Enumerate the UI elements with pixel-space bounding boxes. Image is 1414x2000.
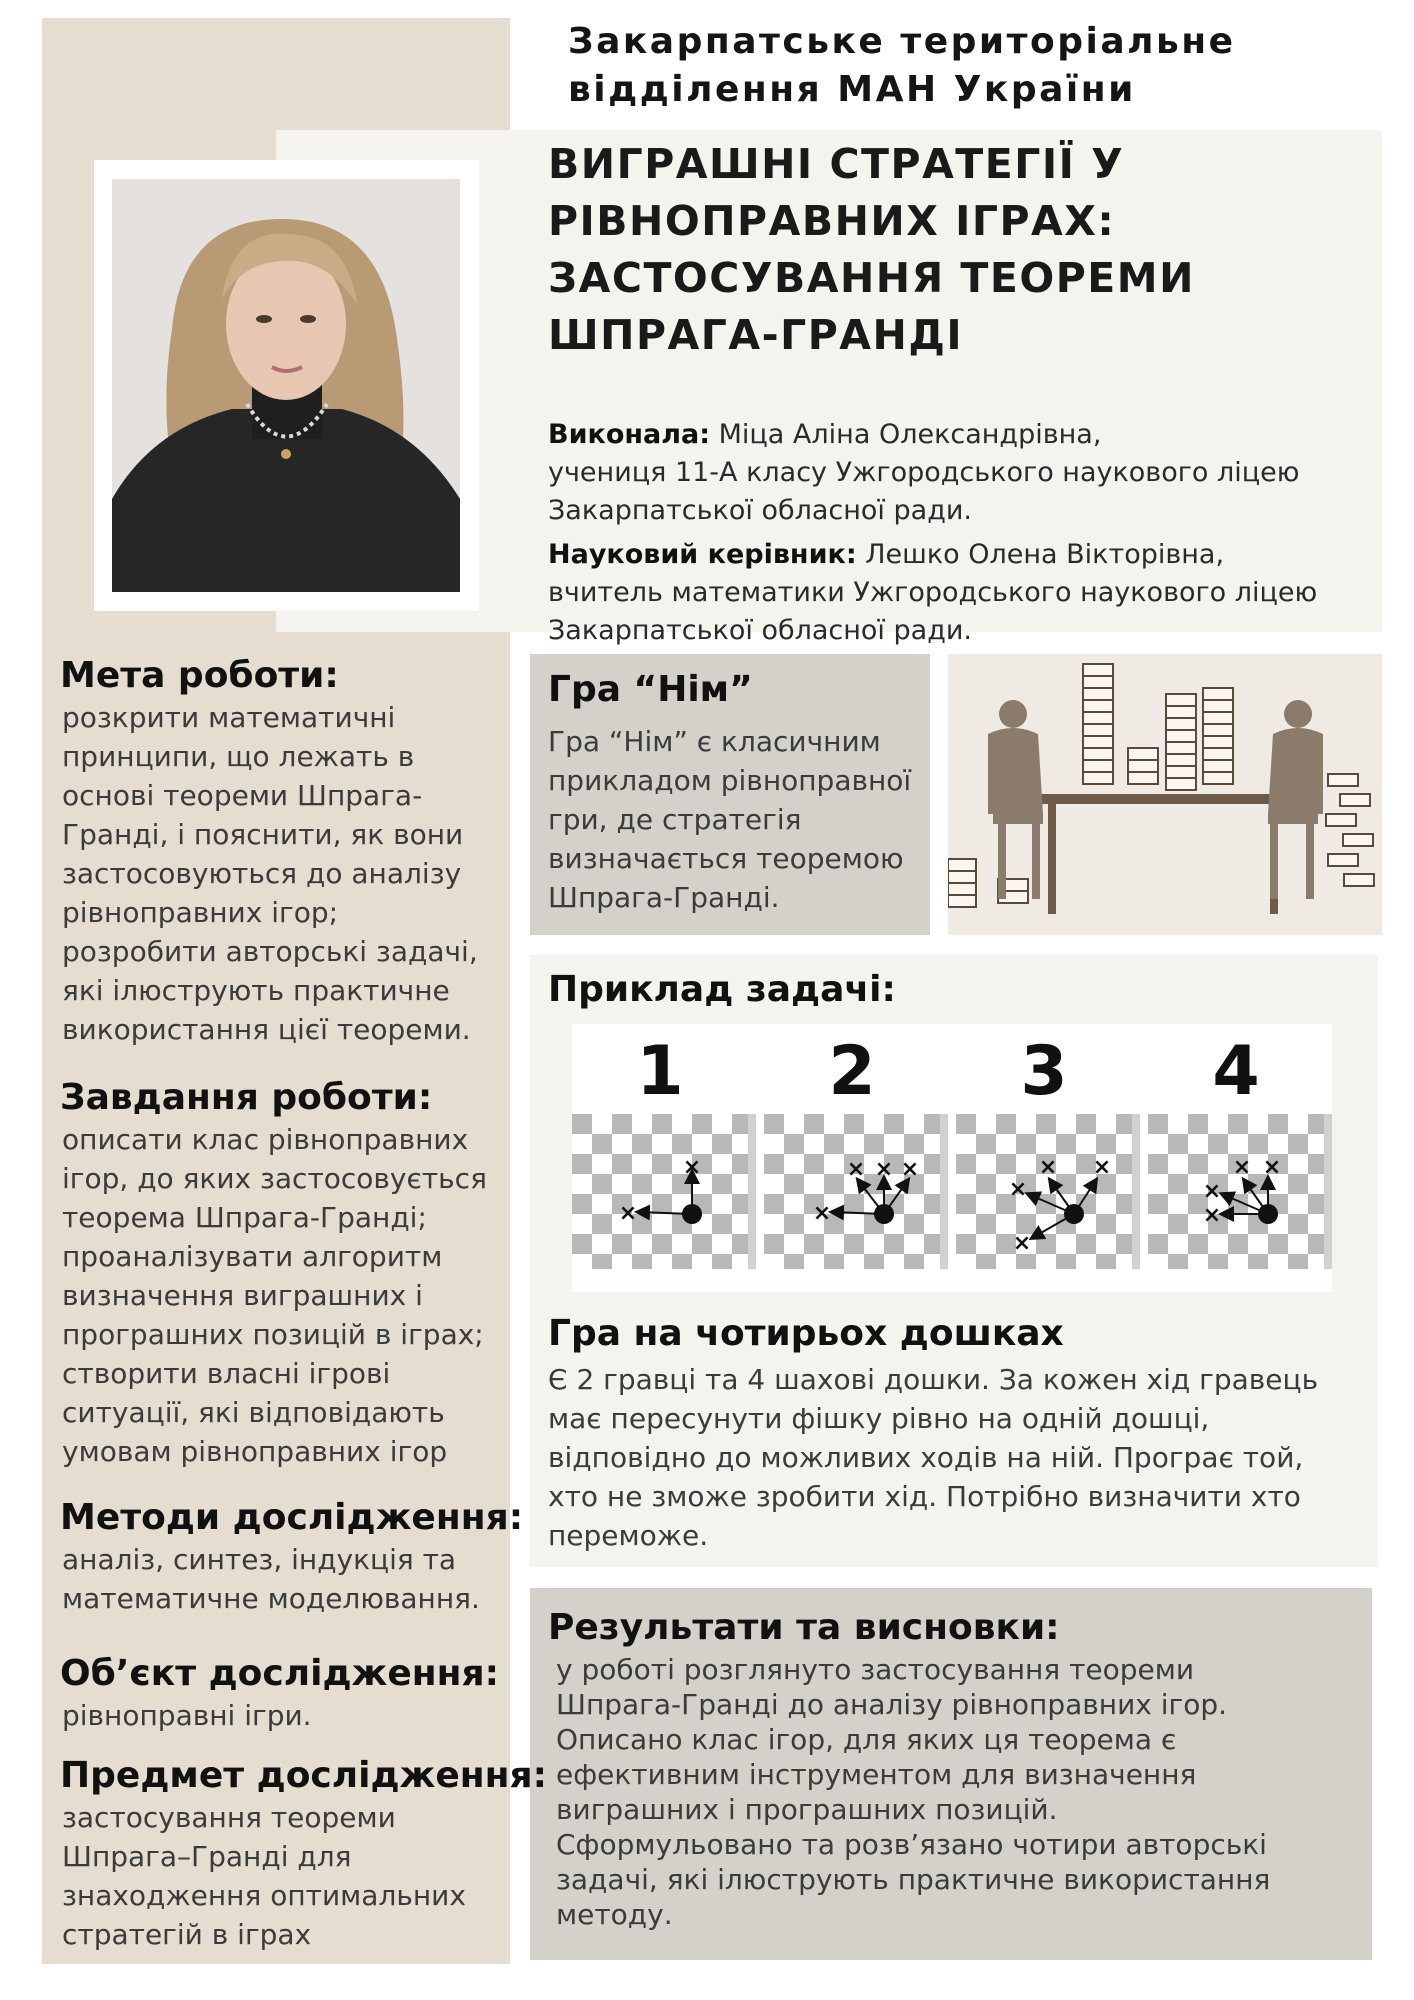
svg-text:×: × (682, 1155, 702, 1180)
student-portrait-icon (112, 179, 460, 592)
svg-text:×: × (1038, 1155, 1058, 1180)
svg-text:×: × (618, 1201, 638, 1226)
svg-text:×: × (1262, 1155, 1282, 1180)
board-number-3: 3 (1020, 1032, 1068, 1111)
svg-text:×: × (900, 1157, 920, 1182)
supervisor-label: Науковий керівник: (548, 539, 857, 570)
svg-text:×: × (1012, 1231, 1032, 1256)
results-heading: Результати та висновки: (548, 1607, 1060, 1648)
tasks-text: описати клас рівноправних ігор, до яких застосовується теорема Шпрага-Гранді; проаналізувати алгоритм визначення виграшних і програшних позицій в іграх; створити власні ігрові ситуації, які відповідають умовам рівноправних ігор (62, 1123, 487, 1468)
svg-text:×: × (1202, 1203, 1222, 1228)
object-text: рівноправні ігри. (62, 1699, 312, 1732)
subject-heading: Предмет дослідження: (60, 1755, 548, 1796)
goal-heading: Мета роботи: (60, 655, 339, 696)
chessboard-3 (956, 1032, 1140, 1269)
nim-heading: Гра “Нім” (548, 669, 753, 710)
svg-text:×: × (1092, 1155, 1112, 1180)
svg-text:×: × (1008, 1177, 1028, 1202)
results-text: у роботі розглянуто застосування теореми Шпрага-Гранді до аналізу рівноправних ігор. Описано клас ігор, для яких ця теорема є ефективним інструментом для визначення виграшних і програшних позицій. Сформульовано та розв’язано чотири авторські задачі, які ілюструють практичне використання методу. (556, 1653, 1271, 1931)
author-label: Виконала: (548, 419, 711, 450)
svg-text:×: × (1202, 1179, 1222, 1204)
supervisor-text: Лешко Олена Вікторівна, вчитель математики Ужгородського наукового ліцею Закарпатської обласної ради. (548, 539, 1318, 646)
svg-text:×: × (874, 1157, 894, 1182)
goal-text: розкрити математичні принципи, що лежать в основі теореми Шпрага- Гранді, і пояснити, як вони застосовуються до аналізу рівноправних ігор; розробити авторські задачі, які ілюструють практичне використання цієї теореми. (62, 701, 478, 1046)
game-heading: Гра на чотирьох дошках (548, 1313, 1064, 1354)
nim-game-illustration-icon (948, 654, 1382, 935)
subject-text: застосування теореми Шпрага–Гранді для знаходження оптимальних стратегій в іграх (62, 1801, 466, 1951)
chessboard-1 (572, 1032, 756, 1269)
svg-text:×: × (1232, 1155, 1252, 1180)
chessboard-4 (1148, 1032, 1332, 1269)
organization-name: Закарпатське територіальне відділення МАН України (568, 21, 1236, 110)
supervisor-block (548, 498, 1378, 650)
svg-text:×: × (846, 1157, 866, 1182)
svg-text:×: × (812, 1201, 832, 1226)
nim-text: Гра “Нім” є класичним прикладом рівноправної гри, де стратегія визначається теоремою Шпрага-Гранді. (548, 725, 912, 914)
board-number-4: 4 (1212, 1032, 1260, 1111)
object-heading: Об’єкт дослідження: (60, 1653, 500, 1694)
tasks-heading: Завдання роботи: (60, 1077, 433, 1118)
author-text: Міца Аліна Олександрівна, учениця 11-А класу Ужгородського наукового ліцею Закарпатської обласної ради. (548, 419, 1300, 526)
example-heading: Приклад задачі: (548, 969, 896, 1010)
chessboard-2 (764, 1032, 948, 1269)
board-number-1: 1 (636, 1032, 684, 1111)
poster-title: ВИГРАШНІ СТРАТЕГІЇ У РІВНОПРАВНИХ ІГРАХ: ЗАСТОСУВАННЯ ТЕОРЕМИ ШПРАГА-ГРАНДІ (548, 140, 1195, 359)
methods-heading: Методи дослідження: (60, 1497, 524, 1538)
board-number-2: 2 (828, 1032, 876, 1111)
chessboard-diagrams-icon (572, 1024, 1332, 1292)
methods-text: аналіз, синтез, індукція та математичне моделювання. (62, 1543, 480, 1615)
game-text: Є 2 гравці та 4 шахові дошки. За кожен хід гравець має пересунути фішку рівно на одній дошці, відповідно до можливих ходів на ній. Програє той, хто не зможе зробити хід. Потрібно визначити хто переможе. (548, 1363, 1319, 1552)
